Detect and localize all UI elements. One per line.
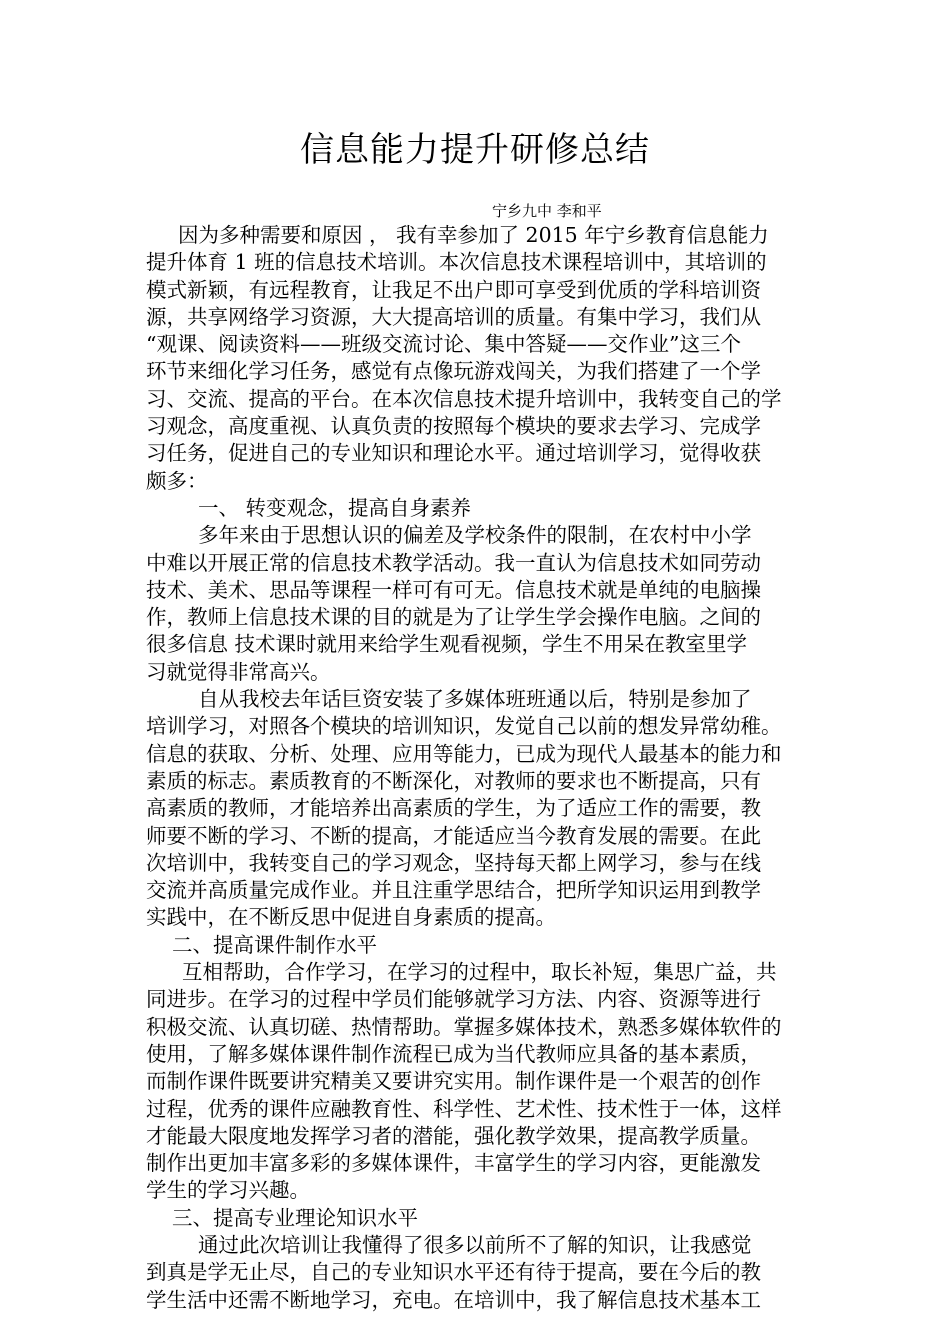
paragraph-line: 因为多种需要和原因 ， 我有幸参加了 2015 年宁乡教育信息能力 [178, 223, 769, 247]
paragraph-line: 中难以开展正常的信息技术教学活动。我一直认为信息技术如同劳动 [146, 550, 761, 575]
paragraph-line: 交流并高质量完成作业。并且注重学思结合，把所学知识运用到教学 [146, 878, 761, 903]
section-heading: 二、提高课件制作水平 [172, 932, 377, 957]
paragraph-line: 习、交流、提高的平台。在本次信息技术提升培训中，我转变自己的学 [146, 386, 782, 411]
paragraph-line: 习观念，高度重视、认真负责的按照每个模块的要求去学习、完成学 [146, 414, 761, 439]
paragraph-line: 高素质的教师，才能培养出高素质的学生，为了适应工作的需要，教 [146, 796, 761, 821]
paragraph-line: 很多信息 技术课时就用来给学生观看视频，学生不用呆在教室里学 [146, 632, 748, 657]
paragraph-line: 师要不断的学习、不断的提高，才能适应当今教育发展的需要。在此 [146, 823, 761, 848]
paragraph-line: 模式新颖，有远程教育，让我足不出户即可享受到优质的学科培训资 [146, 277, 761, 302]
paragraph-line: 素质的标志。素质教育的不断深化，对教师的要求也不断提高，只有 [146, 768, 761, 793]
paragraph-line: 提升体育 1 班的信息技术培训。本次信息技术课程培训中，其培训的 [146, 250, 767, 275]
paragraph-line: 制作出更加丰富多彩的多媒体课件，丰富学生的学习内容，更能激发 [146, 1151, 761, 1176]
paragraph-line: 环节来细化学习任务，感觉有点像玩游戏闯关，为我们搭建了一个学 [146, 359, 761, 384]
paragraph-line: 源，共享网络学习资源，大大提高培训的质量。有集中学习，我们从 [146, 304, 761, 329]
paragraph-line: 使用，了解多媒体课件制作流程已成为当代教师应具备的基本素质， [146, 1041, 761, 1066]
paragraph-line: 通过此次培训让我懂得了很多以前所不了解的知识，让我感觉 [198, 1232, 752, 1257]
paragraph-line: 次培训中，我转变自己的学习观念，坚持每天都上网学习，参与在线 [146, 850, 761, 875]
paragraph-line: 习任务，促进自己的专业知识和理论水平。通过培训学习，觉得收获 [146, 441, 761, 466]
paragraph-line: 而制作课件既要讲究精美又要讲究实用。制作课件是一个艰苦的创作 [146, 1069, 761, 1094]
paragraph-line: 培训学习，对照各个模块的培训知识，发觉自己以前的想发异常幼稚。 [146, 714, 782, 739]
paragraph-line: 互相帮助，合作学习，在学习的过程中，取长补短，集思广益，共 [182, 960, 777, 985]
paragraph-line: 信息的获取、分析、处理、应用等能力，已成为现代人最基本的能力和 [146, 741, 782, 766]
paragraph-line: 过程，优秀的课件应融教育性、科学性、艺术性、技术性于一体，这样 [146, 1096, 782, 1121]
paragraph-line: 技术、美术、思品等课程一样可有可无。信息技术就是单纯的电脑操 [146, 577, 761, 602]
paragraph-line: 同进步。在学习的过程中学员们能够就学习方法、内容、资源等进行 [146, 987, 761, 1012]
paragraph-line: 实践中，在不断反思中促进自身素质的提高。 [146, 905, 556, 930]
section-heading: 一、 转变观念，提高自身素养 [198, 495, 472, 520]
paragraph-line: 积极交流、认真切磋、热情帮助。掌握多媒体技术，熟悉多媒体软件的 [146, 1014, 782, 1039]
paragraph-line: 作，教师上信息技术课的目的就是为了让学生学会操作电脑。之间的 [146, 605, 761, 630]
document-title: 信息能力提升研修总结 [300, 130, 650, 170]
paragraph-line: “观课、阅读资料——班级交流讨论、集中答疑——交作业”这三个 [146, 332, 741, 357]
paragraph-line: 颇多： [146, 468, 208, 493]
document-author: 宁乡九中 李和平 [492, 202, 602, 220]
paragraph-line: 学生的学习兴趣。 [146, 1178, 310, 1203]
paragraph-line: 多年来由于思想认识的偏差及学校条件的限制，在农村中小学 [198, 523, 752, 548]
section-heading: 三、提高专业理论知识水平 [172, 1205, 418, 1230]
paragraph-line: 习就觉得非常高兴。 [146, 659, 331, 684]
paragraph-line: 到真是学无止尽，自己的专业知识水平还有待于提高，要在今后的教 [146, 1260, 761, 1285]
paragraph-line: 自从我校去年话巨资安装了多媒体班班通以后，特别是参加了 [198, 687, 752, 712]
paragraph-line: 才能最大限度地发挥学习者的潜能，强化教学效果，提高教学质量。 [146, 1123, 761, 1148]
document-body [146, 222, 826, 1314]
paragraph-line: 学生活中还需不断地学习，充电。在培训中，我了解信息技术基本工 [146, 1287, 761, 1312]
